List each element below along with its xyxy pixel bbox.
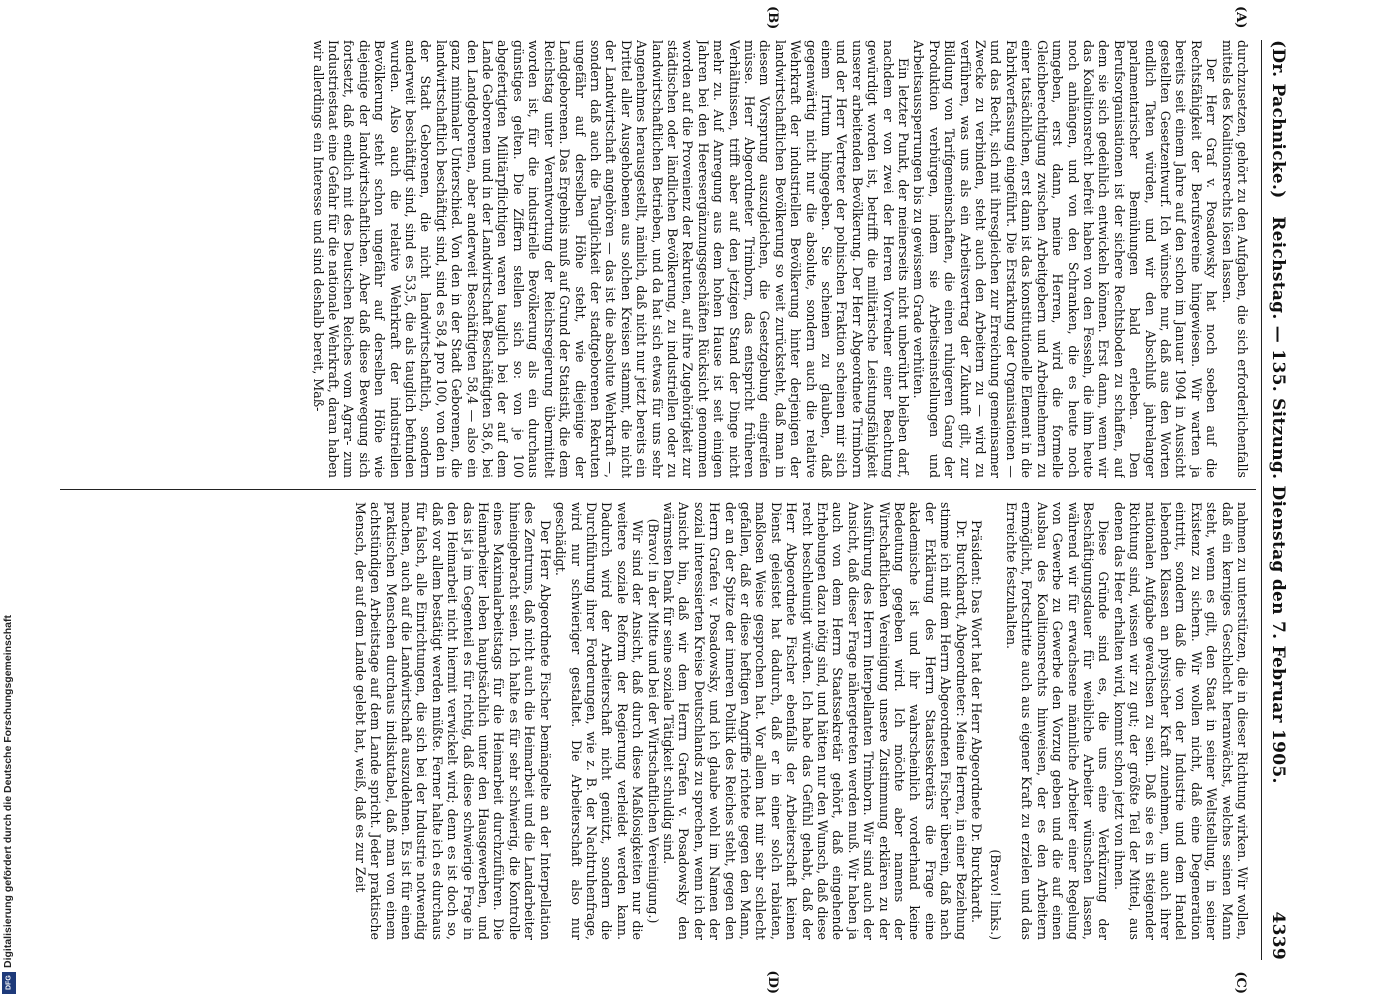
document-page [40, 0, 1300, 1000]
paragraph: Präsident: Das Wort hat der Herr Abgeordnete Dr. Burckhardt. [969, 520, 985, 923]
margin-mark-c: (C) [1233, 971, 1248, 994]
header-title: Reichstag. — 135. Sitzung. Dienstag den 7. Februar 1905. [1268, 216, 1288, 784]
paragraph: (Bravo! in der Mitte und bei der Wirtschaftlichen Vereinigung.) [645, 518, 661, 924]
right-column [60, 502, 1250, 940]
paragraph: Diese Gründe sind es, die uns eine Verkürzung der Beschäftigungsdauer für weibliche Arbeiter wünschen lassen, während wir für erwachsene männliche Arbeiter einer Regelung von Gewerbe zu Gewerbe den Vorzug geben und die auf einen Ausbau des Koalitionsrechts hinweisen, der es den Arbeitern ermöglicht, Fortschritte auch aus eigener Kraft zu erzielen und das Erreichte festzuhalten. [1003, 502, 1112, 940]
dfg-logo: DFG [2, 972, 16, 994]
paragraph: durchzusetzen, gehört zu den Aufgaben, die sich erforderlichenfalls mittels des Koalitionsrechts lösen lassen. [1219, 40, 1250, 478]
paragraph: Der Herr Abgeordnete Fischer bemängelte an der Interpellation des Zentrums, daß nicht auch die Heimarbeit und die Landarbeiter hineingebracht seien. Ich halte es für sehr schwierig, die Kontrolle eines Maximalarbeitstags für die Heimarbeit durchzuführen. Die Heimarbeiter leben hauptsächlich unter den Hausgewerben, und das ist ja im Gegenteil es für richtig, daß diese schwierige Frage in den Heimarbeit nicht hiermit verwickelt wird; denn es ist doch so, daß vor allem bestätigt werden müßte. Ferner halte ich es durchaus für falsch, alle Einrichtungen, die sich bei der Industrie notwendig machen, auch auf die Landwirtschaft auszudehnen. Es ist für einen praktischen Menschen durchaus indiskutabel, daß man von einem achtstündigen Arbeitstage auf dem Lande spricht. Jeder praktische Mensch, der auf dem Lande gelebt hat, weiß, daß es zur Zeit [352, 502, 553, 940]
page-header [1261, 40, 1292, 960]
paragraph: Dr. Burckhardt, Abgeordneter: Meine Herren, in einer Beziehung stimme ich mit dem Herrn Abgeordneten Fischer überein, daß nach der Erklärung des Herrn Staatssekretärs die Frage eine akademische ist und ihr wahrscheinlich vorderhand keine Bedeutung gegeben wird. Ich möchte aber namens der Wirtschaftlichen Vereinigung unsere Zustimmung erklären zu der Ausführung des Herrn Interpellanten Trimborn. Wir sind auch der Ansicht, daß dieser Frage nähergetreten werden muß. Wir haben ja auch von dem Herrn Staatssekretär gehört, daß eingehende Erhebungen dazu nötig sind, und hätten nur den Wunsch, daß diese recht beschleunigt würden. Ich habe das Gefühl gehabt, daß der Herr Abgeordnete Fischer ebenfalls der Arbeiterschaft keinen Dienst geleistet hat dadurch, daß er in einer solch rabiaten, maßlosen Weise gesprochen hat. Vor allem hat mir sehr schlecht gefallen, daß er diese heftigen Angriffe richtete gegen den Mann, der an der Spitze der inneren Politik des Reiches steht, gegen den Herrn Grafen v. Posadowsky, und ich glaube wohl im Namen der sozial interessierten Kreise Deutschlands zu sprechen, wenn ich der Ansicht bin, daß wir dem Herrn Grafen v. Posadowsky den wärmsten Dank für seine soziale Tätigkeit schuldig sind. [660, 502, 969, 940]
footer-credit [46, 4, 1036, 18]
paragraph: Ein letzter Punkt, der meinerseits nicht unberührt bleiben darf, nachdem er von zwei der Herren Vorredner einer Beachtung gewürdigt worden ist, betrifft die militärische Leistungsfähigkeit unserer arbeitenden Bevölkerung. Der Herr Abgeordnete Trimborn und der Herr Vertreter der polnischen Fraktion scheinen mir sich einem Irrtum hingegeben. Sie scheinen zu glauben, daß gegenwärtig nicht nur die absolute, sondern auch die relative Wehrkraft der industriellen Bevölkerung hinter derjenigen der landwirtschaftlichen Bevölkerung so weit zurücksteht, daß man in diesem Vorsprung auszugleichen, die Gesetzgebung eingreifen müsse. Herr Abgeordneter Trimborn, das entspricht früheren Verhältnissen, trifft aber auf den jetzigen Stand der Dinge nicht mehr zu. Auf Anregung aus dem hohen Hause ist seit einigen Jahren bei den Heeresergänzungsgeschäften Rücksicht genommen worden auf die Provenienz der Rekruten, auf ihre Zugehörigkeit zur städtischen oder ländlichen Bevölkerung, zu industriellen oder zu landwirtschaftlichen Betrieben, und da hat sich etwas für uns sehr Angenehmes herausgestellt, nämlich, daß nicht nur jetzt bereits ein Drittel aller Ausgehobenen aus solchen Kreisen stammt, die nicht der Landwirtschaft angehören — das ist die absolute Wehrkraft —, sondern daß auch die Tauglichkeit der stadtgeborenen Rekruten ungefähr auf derselben Höhe steht, wie diejenige der Landgeborenen. Das Ergebnis muß auf Grund der Statistik, die dem Reichstag unter Verantwortung der Reichsregierung übermittelt worden ist, für die industrielle Bevölkerung als ein durchaus günstiges gelten. Die Ziffern stellen sich so: von je 100 abgefertigten Militärpflichtigen waren tauglich bei der auf dem Lande Geborenen und in der Landwirtschaft Beschäftigten 58,6, bei den Landgeborenen, aber anderweit Beschäftigten 58,4 — also ein ganz minimaler Unterschied. Von den in der Stadt Geborenen, die landwirtschaftlich beschäftigt sind, sind es 58,4 pro 100, von den in der Stadt Geborenen, die nicht landwirtschaftlich, sondern anderweit beschäftigt sind, sind es 53,5, die als tauglich befunden wurden. Also auch die relative Wehrkraft der industriellen Bevölkerung steht schon ungefähr auf derselben Höhe wie diejenige der landwirtschaftlichen. Aber daß diese Bewegung sich fortsetzt, daß endlich mit des Deutschen Reiches vom Agrar- zum Industriestaat eine Gefahr für die nationale Wehrkraft, daran haben wir allerdings ein Interesse und sind deshalb bereit, Maß- [310, 40, 912, 478]
page-number: 4339 [1268, 911, 1288, 960]
paragraph: nahmen zu unterstützen, die in dieser Richtung wirken. Wir wollen, daß ein kerniges Geschlecht heranwächst, welches seinen Mann steht, wenn es gilt, den Staat in seiner Weltstellung, in seiner Existenz zu sichern. Wir wollen nicht, daß eine Degeneration eintritt, sondern daß die von der Industrie und dem Handel lebenden Klassen an physischer Kraft zunehmen, um auch ihrer nationalen Aufgabe gewachsen zu sein. Daß sie es in steigender Richtung sind, wissen wir zu gut; der größte Teil der Mittel, aus denen das Heer erhalten wird, kommt schon jetzt von ihnen. [1111, 502, 1250, 940]
paragraph: (Bravo! links.) [988, 849, 1004, 940]
margin-mark-a: (A) [1233, 6, 1248, 29]
column-divider [60, 489, 1256, 490]
left-column [60, 40, 1250, 478]
footer-credit-text: Digitalisierung gefördert durch die Deutsche Forschungsgemeinschaft [2, 615, 14, 968]
margin-mark-d: (D) [765, 970, 780, 994]
footer-credit-text-wrap [2, 28, 16, 968]
paragraph: Wir sind der Ansicht, daß durch diese Maßlosigkeiten nur die weitere soziale Reform der Regierung verleidet werden kann. Dadurch wird der Arbeiterschaft nicht genützt, sondern die Durchführung ihrer Forderungen, wie z. B. der Nachtruhenfrage, wird nur schwieriger gestaltet. Die Arbeiterschaft also nur geschädigt. [553, 502, 646, 940]
margin-mark-b: (B) [765, 6, 780, 30]
paragraph: Der Herr Graf v. Posadowsky hat noch soeben auf die Rechtsfähigkeit der Berufsvereine hingewiesen. Wir warten ja bereits seit einem Jahre auf den schon im Januar 1904 in Aussicht gestellten Gesetzentwurf. Ich wünsche nur, daß aus den Worten endlich Taten würden, und wir den Abschluß jahrelanger parlamentarischer Bemühungen bald erleben. Den Berufsorganisationen ist der sichere Rechtsboden zu schaffen, auf dem sie sich gedeihlich entwickeln können. Erst dann, wenn wir das Koalitionsrecht befreit haben von den Fesseln, die ihm heute noch anhängen, und von den Schranken, die es heute noch umgeben, erst dann, meine Herren, wird die formelle Gleichberechtigung zwischen Arbeitgebern und Arbeitnehmern zu einer tatsächlichen, erst dann ist das konstitutionelle Element in die Fabrikverfassung eingeführt. Die Erstarkung der Organisationen — und das Recht, sich mit ihresgleichen zur Erreichung gemeinsamer Zwecke zu verbinden, steht auch den Arbeitern zu — wird zu verführen, was uns als ein Arbeitsvertrag der Zukunft gilt, zur Bildung von Tarifgemeinschaften, die einen ruhigeren Gang der Produktion verbürgen, indem sie Arbeitseinstellungen und Arbeitsaussperrungen bis zu gewissem Grade verhüten. [911, 40, 1220, 478]
header-speaker: (Dr. Pachnicke.) [1268, 40, 1288, 199]
